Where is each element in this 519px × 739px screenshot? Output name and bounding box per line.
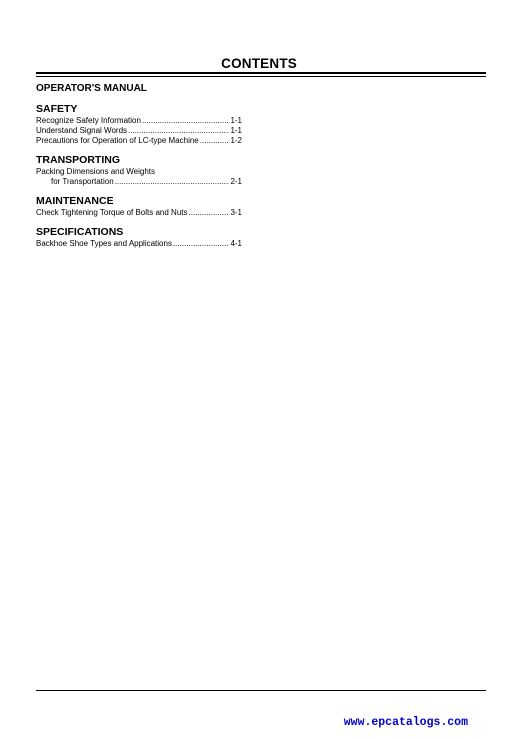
dot-leader [173, 239, 229, 249]
toc-entry[interactable] [36, 239, 242, 249]
toc-entry[interactable] [36, 208, 242, 218]
toc-entry-page: 1-2 [230, 136, 242, 145]
toc-entry-title-line1[interactable]: Packing Dimensions and Weights [36, 167, 156, 176]
toc-entry-page: 2-1 [230, 177, 242, 186]
dot-leader [142, 116, 229, 126]
toc-entry-page: 1-1 [230, 126, 242, 135]
toc-section-maintenance [36, 195, 242, 218]
toc-entry-title: for Transportation [51, 177, 114, 186]
dot-leader [189, 208, 230, 218]
toc-entry-title: Recognize Safety Information [36, 116, 141, 125]
toc-entry-title: Understand Signal Words [36, 126, 128, 135]
toc-entry[interactable] [36, 177, 242, 187]
dot-leader [200, 136, 230, 146]
toc-section-transporting [36, 154, 242, 187]
manual-heading: OPERATOR'S MANUAL [36, 83, 147, 94]
toc-section-safety [36, 103, 242, 146]
toc-entry-page: 3-1 [230, 208, 242, 217]
page-title: CONTENTS [221, 56, 297, 71]
toc-entry[interactable] [36, 136, 242, 146]
header-rule-thin [36, 76, 486, 77]
section-heading: TRANSPORTING [36, 154, 120, 166]
toc-section-specifications [36, 226, 242, 249]
dot-leader [128, 126, 229, 136]
watermark-link[interactable]: www.epcatalogs.com [343, 716, 468, 729]
toc-entry-title: Check Tightening Torque of Bolts and Nuts [36, 208, 188, 217]
section-heading: MAINTENANCE [36, 195, 114, 207]
dot-leader [115, 177, 230, 187]
toc-entry-page: 4-1 [230, 239, 242, 248]
footer-rule [36, 690, 486, 691]
section-heading: SPECIFICATIONS [36, 226, 124, 238]
toc-entry-title: Precautions for Operation of LC-type Machine [36, 136, 199, 145]
section-heading: SAFETY [36, 103, 78, 115]
header-rule-thick [36, 72, 486, 74]
toc-entry[interactable] [36, 126, 242, 136]
toc-entry-title: Backhoe Shoe Types and Applications [36, 239, 172, 248]
toc-entry-page: 1-1 [230, 116, 242, 125]
table-of-contents [36, 83, 242, 257]
toc-entry[interactable] [36, 116, 242, 126]
